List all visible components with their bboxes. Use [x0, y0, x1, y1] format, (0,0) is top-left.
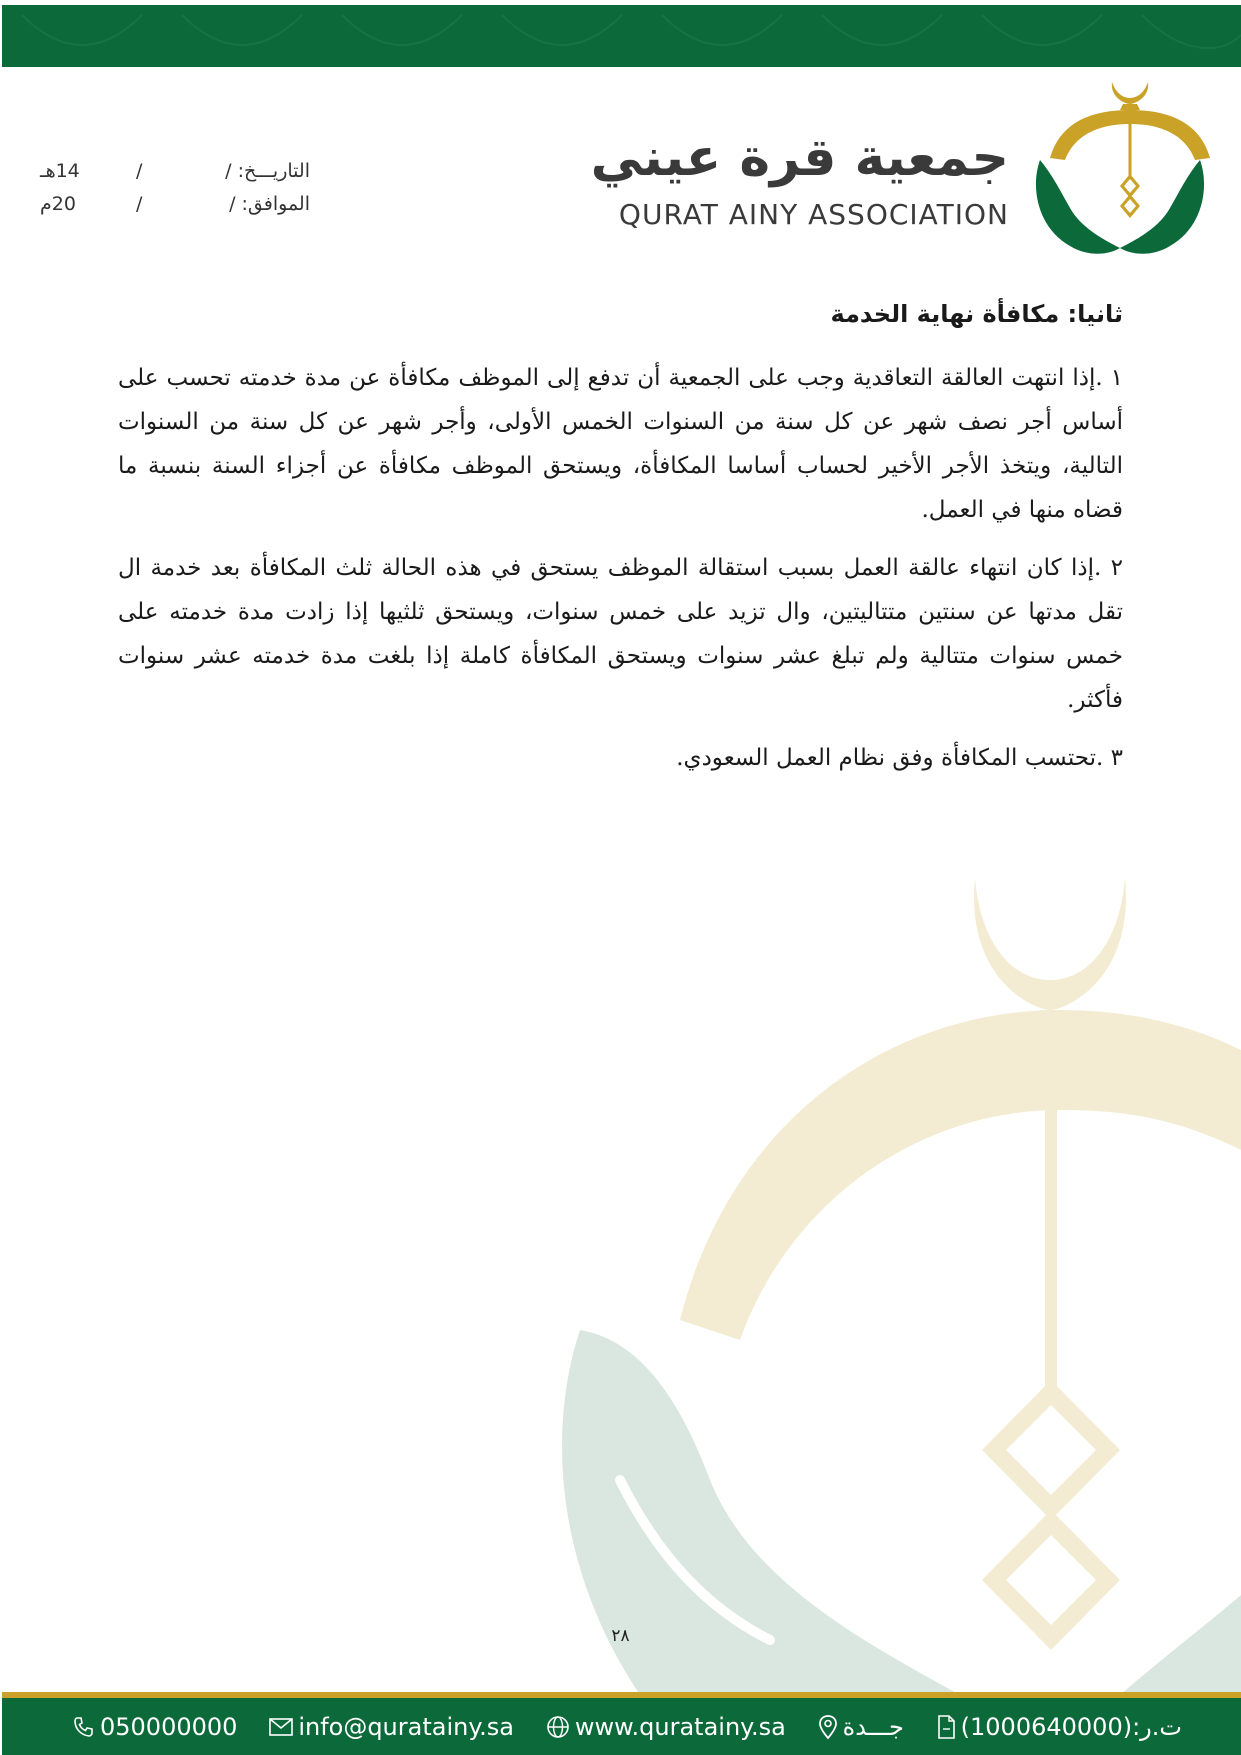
- footer-contact-items: [72, 1708, 1182, 1746]
- gregorian-date-label: الموافق: /: [229, 193, 310, 215]
- footer-website[interactable]: [545, 1713, 786, 1741]
- footer-phone-text: 050000000: [100, 1713, 238, 1741]
- page-number: ٢٨: [611, 1626, 630, 1646]
- association-logo-icon: [1030, 78, 1210, 262]
- gregorian-date-value: 20م: [40, 193, 76, 215]
- mail-icon: [268, 1716, 294, 1738]
- document-body: [118, 292, 1123, 794]
- hijri-date-separator: /: [136, 160, 143, 182]
- organization-name-arabic: جمعية قرة عيني: [590, 128, 1009, 188]
- paragraph-3: ٣ .تحتسب المكافأة وفق نظام العمل السعودي.: [676, 745, 1123, 771]
- paragraph-1: ١ .إذا انتهت العالقة التعاقدية وجب على الجمعية أن تدفع إلى الموظف مكافأة عن مدة خدمته تحسب على أساس أجر نصف شهر عن كل سنة من السنوات الخمس الأولى، وأجر شهر عن كل سنة من السنوات التالية، ويتخذ الأجر الأخير لحساب أساسا المكافأة، ويستحق الموظف مكافأة عن أجزاء السنة بنسبة ما قضاه منها في العمل.: [118, 365, 1123, 523]
- header-pattern: [2, 5, 1241, 67]
- organization-name-english: QURAT AINY ASSOCIATION: [618, 198, 1009, 231]
- hijri-date-row: [40, 160, 310, 193]
- footer-city-text: جـــدة: [842, 1713, 904, 1741]
- footer-registration-text: (1000640000):ت.ر: [960, 1713, 1182, 1741]
- footer-band: [2, 1698, 1241, 1755]
- header-band: [2, 5, 1241, 67]
- document-icon: [935, 1714, 957, 1740]
- footer-website-text: www.quratainy.sa: [574, 1713, 786, 1741]
- gregorian-date-row: [40, 193, 310, 226]
- date-block: [40, 160, 310, 226]
- hijri-date-label: التاريـــخ: /: [225, 160, 310, 182]
- watermark-logo: [560, 860, 1241, 1695]
- footer-email-text: info@quratainy.sa: [298, 1713, 514, 1741]
- footer-location: [817, 1713, 904, 1741]
- footer-email[interactable]: [268, 1713, 514, 1741]
- location-pin-icon: [817, 1714, 839, 1740]
- gregorian-date-separator: /: [136, 193, 143, 215]
- paragraph-2: ٢ .إذا كان انتهاء عالقة العمل بسبب استقالة الموظف يستحق في هذه الحالة ثلث المكافأة بعد خدمة ال تقل مدتها عن سنتين متتاليتين، وال تزيد على خمس سنوات، ويستحق ثلثيها إذا زادت مدة خدمته على خمس سنوات متتالية ولم تبلغ عشر سنوات ويستحق المكافأة كاملة إذا بلغت مدة خدمته عشر سنوات فأكثر.: [118, 555, 1123, 713]
- footer-registration: [935, 1713, 1182, 1741]
- hijri-date-value: 14هـ: [40, 160, 80, 182]
- section-heading: ثانيا: مكافأة نهاية الخدمة: [830, 300, 1123, 328]
- globe-icon: [545, 1714, 571, 1740]
- phone-icon: [72, 1715, 96, 1739]
- footer-phone[interactable]: [72, 1713, 237, 1741]
